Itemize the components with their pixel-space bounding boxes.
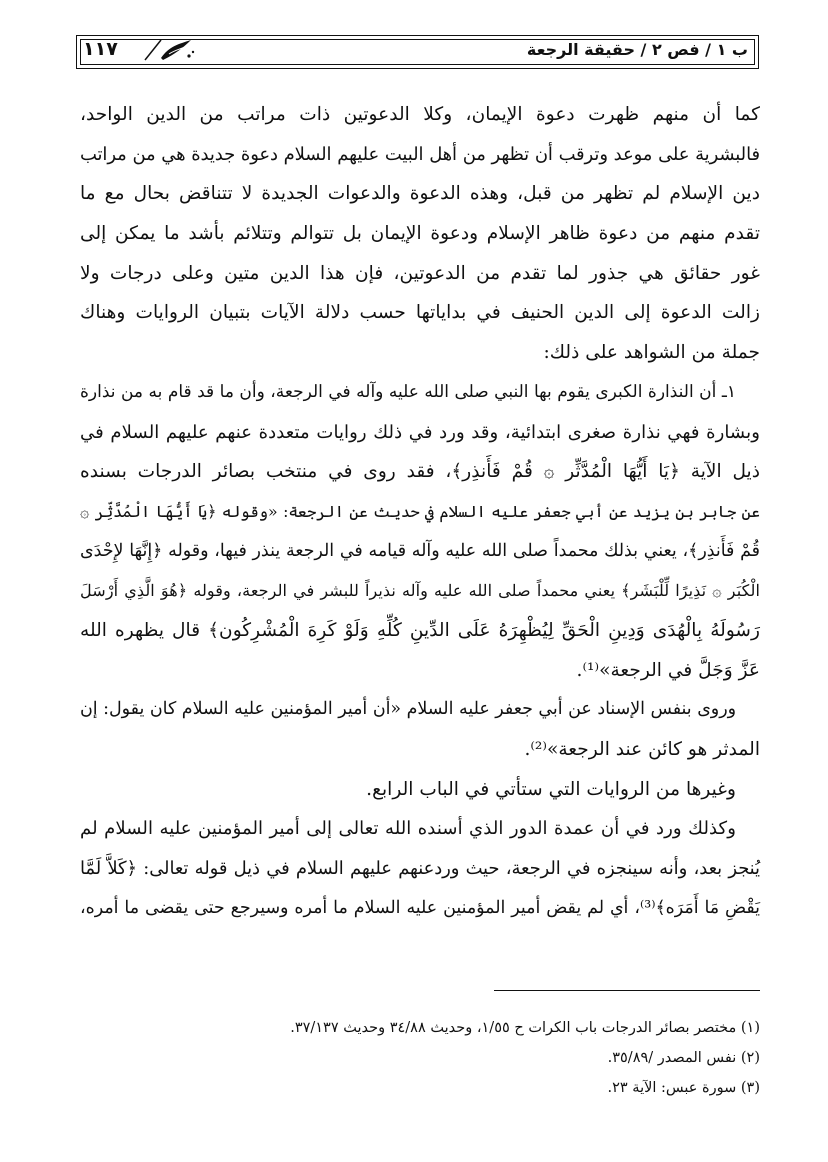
footnote-divider xyxy=(494,990,760,991)
text-line: غور حقائق هي جذور لما تقدم من الدعوتين، فإن هذا الدين متين وعلى درجات ولا xyxy=(80,262,760,284)
text-line: تقدم منهم من دعوة ظاهر الإسلام ودعوة الإيمان بل تتوالم وتتلائم بأشد ما يمكن إلى xyxy=(80,223,760,245)
footnote: (٣) سورة عبس: الآية ٢٣. xyxy=(607,1080,760,1096)
text-line: عَزَّ وَجَلَّ في الرجعة»⁽¹⁾. xyxy=(576,659,760,681)
text-line: يَقْضِ مَا أَمَرَه﴾⁽³⁾، أي لم يقض أمير المؤمنين عليه السلام ما أمره وسيرجع حتى يقضى ما أمره، xyxy=(80,897,760,918)
text-line: ذيل الآية ﴿يَا أَيُّهَا الْمُدَّثِّر ۞ قُمْ فَأَنذِر﴾، فقد روى في منتخب بصائر الدرجات بسنده xyxy=(80,461,760,483)
text-line: جملة من الشواهد على ذلك: xyxy=(543,342,760,364)
page-number: ١١٧ xyxy=(83,38,118,60)
text-line: وكذلك ورد في أن عمدة الدور الذي أسنده الله تعالى إلى أمير المؤمنين عليه السلام لم xyxy=(80,818,736,840)
text-line: رَسُولَهُ بِالْهُدَى وَدِينِ الْحَقِّ لِيُظْهِرَهُ عَلَى الدِّينِ كُلِّهِ وَلَوْ كَرِهَ الْمُشْرِكُون﴾ قال يظهره الله xyxy=(80,619,760,641)
text-line: وروى بنفس الإسناد عن أبي جعفر عليه السلام «أن أمير المؤمنين عليه السلام كان يقول: إن xyxy=(80,699,736,720)
text-line: الْكُبَر ۞ نَذِيرًا لِّلْبَشَر﴾ يعني محمداً صلى الله عليه وآله نذيراً للبشر في الرجعة، وقوله ﴿هُوَ الَّذِي أَرْسَلَ xyxy=(80,581,760,601)
main-text xyxy=(80,95,760,928)
text-line: دين الإسلام لم تظهر من قبل، وهذه الدعوة والدعوات الجديدة لا تتناقض بحال مع ما xyxy=(80,183,760,205)
footnotes xyxy=(80,1013,760,1103)
footnote: (١) مختصر بصائر الدرجات باب الكرات ح ١/٥٥، وحديث ٣٤/٨٨ وحديث ٣٧/١٣٧. xyxy=(290,1020,760,1036)
text-line: قُمْ فَأَنذِر﴾، يعني بذلك محمداً صلى الله عليه وآله قيامه في الرجعة ينذر فيها، وقوله ﴿إِنَّهَا لإِحْدَى xyxy=(80,540,760,561)
text-line: زالت الدعوة إلى الدين الحنيف في بداياتها حسب دلالة الآيات بتبيان الروايات وهناك xyxy=(80,302,760,324)
text-line: فالبشرية على موعد وترقب أن تظهر من أهل البيت عليهم السلام دعوة جديدة هي من مراتب xyxy=(80,143,760,165)
text-line: وبشارة فهي نذارة صغرى ابتدائية، وقد ورد في ذلك روايات متعددة عنهم عليهم السلام في xyxy=(80,421,760,443)
text-line: عن جابر بن يزيد عن أبي جعفر عليه السلام في حديث عن الرجعة: «وقوله ﴿يَا أَيُّهَا الْمُدَّثِّر ۞ xyxy=(80,501,760,521)
text-line: يُنجز بعد، وأنه سينجزه في الرجعة، حيث وردعنهم عليهم السلام في ذيل قوله تعالى: ﴿كَلاَّ لَمَّا xyxy=(80,858,760,880)
text-line: المدثر هو كائن عند الرجعة»⁽²⁾. xyxy=(524,739,760,760)
text-line: كما أن منهم ظهرت دعوة الإيمان، وكلا الدعوتين ذات مراتب من الدين الواحد، xyxy=(80,104,760,125)
calligraphy-ornament-icon xyxy=(139,36,199,64)
header-title: ب ١ / فص ٢ / حقيقة الرجعة xyxy=(526,40,748,59)
text-line: وغيرها من الروايات التي ستأتي في الباب الرابع. xyxy=(366,778,736,800)
text-line: ١ـ أن النذارة الكبرى يقوم بها النبي صلى الله عليه وآله في الرجعة، وأن ما قد قام به من نذارة xyxy=(80,381,736,402)
running-header xyxy=(76,35,759,69)
footnote: (٢) نفس المصدر /٣٥/٨٩. xyxy=(607,1050,760,1066)
